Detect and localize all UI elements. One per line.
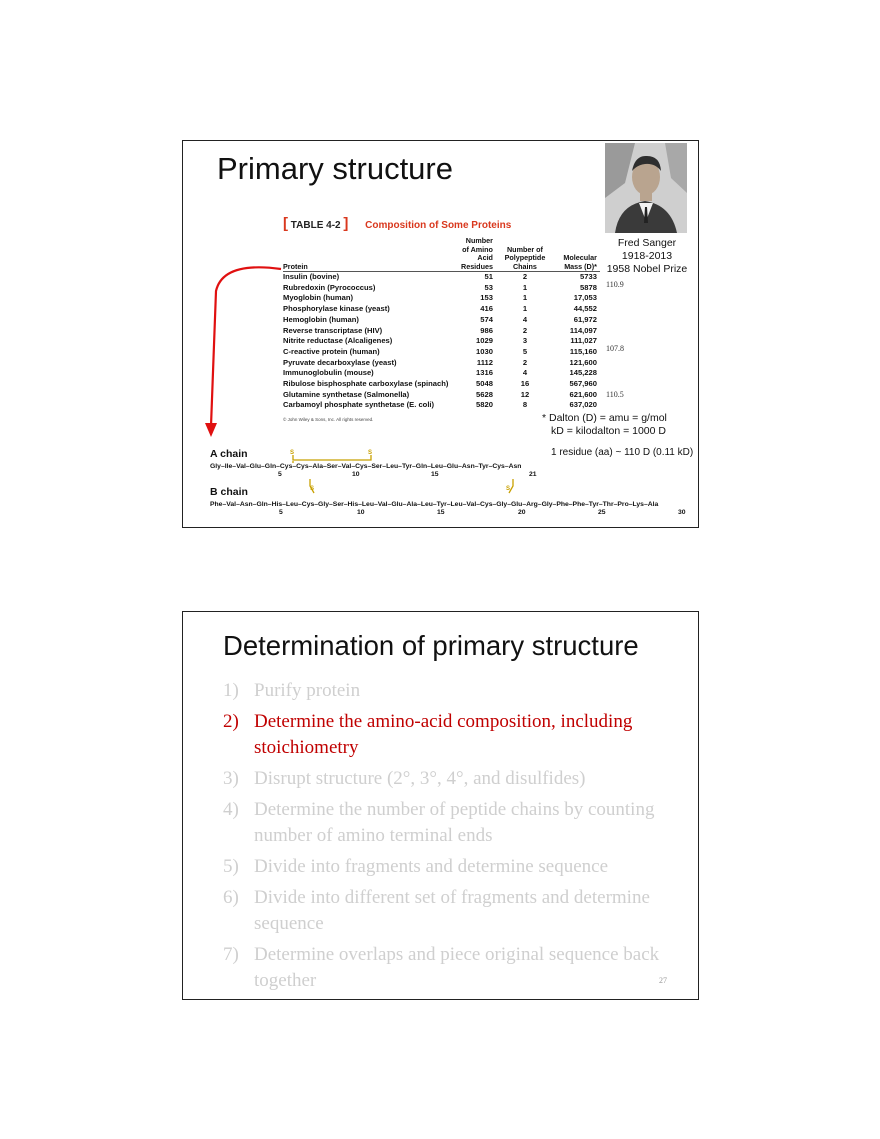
cell-chains: 1 bbox=[522, 304, 528, 314]
cell-residues: 153 bbox=[480, 293, 493, 303]
bracket-right: ] bbox=[343, 215, 349, 232]
list-item bbox=[223, 942, 683, 994]
cell-residues: 986 bbox=[480, 325, 493, 335]
a-chain-label: A chain bbox=[210, 448, 248, 460]
cell-protein: Reverse transcriptase (HIV) bbox=[283, 325, 383, 335]
arrow-head bbox=[205, 423, 217, 437]
step-text: Disrupt structure (2°, 3°, 4°, and disulfides) bbox=[254, 768, 586, 789]
header-chains: Number of Polypeptide Chains bbox=[496, 237, 554, 272]
a-chain-number: 21 bbox=[529, 471, 537, 478]
cell-chains: 2 bbox=[522, 357, 528, 367]
step-text: Determine the amino-acid composition, including stoichiometry bbox=[254, 711, 633, 758]
disulfide-intra-a bbox=[293, 455, 371, 460]
cell-residues: 574 bbox=[480, 314, 493, 324]
copyright-text: © John Wiley & Sons, Inc. All rights reserved. bbox=[283, 417, 374, 422]
header-residues: Number of Amino Acid Residues bbox=[458, 237, 496, 272]
list-item bbox=[223, 709, 683, 761]
list-item bbox=[223, 766, 683, 792]
disulfide-s: S bbox=[506, 486, 511, 492]
cell-protein: C-reactive protein (human) bbox=[283, 346, 380, 356]
dalton-line-2: kD = kilodalton = 1000 D bbox=[551, 425, 666, 437]
cell-chains: 1 bbox=[522, 282, 528, 292]
a-chain-sequence: Gly–Ile–Val–Glu–Gln–Cys–Cys–Ala–Ser–Val–Cys–Ser–Leu–Tyr–Gln–Leu–Glu–Asn–Tyr–Cys–Asn bbox=[210, 463, 522, 470]
b-chain-sequence: Phe–Val–Asn–Gln–His–Leu–Cys–Gly–Ser–His–Leu–Val–Glu–Ala–Leu–Tyr–Leu–Val–Cys–Gly–Glu–Arg–Gly–Phe–Phe–Tyr–Thr–Pro–Lys–Ala bbox=[210, 501, 659, 508]
dalton-line-1: * Dalton (D) = amu = g/mol bbox=[542, 412, 667, 424]
step-text: Determine overlaps and piece original sequence back together bbox=[254, 944, 660, 991]
slide-primary-structure bbox=[182, 140, 699, 528]
disulfide-s: S bbox=[310, 486, 315, 492]
disulfide-bonds bbox=[293, 455, 513, 493]
cell-mass: 17,053 bbox=[573, 293, 597, 303]
disulfide-s: S bbox=[368, 450, 373, 456]
cell-chains: 12 bbox=[520, 389, 530, 399]
cell-protein: Pyruvate decarboxylase (yeast) bbox=[283, 357, 397, 367]
list-item bbox=[223, 678, 683, 704]
sanger-years: 1918-2013 bbox=[621, 250, 673, 262]
cell-protein: Hemoglobin (human) bbox=[283, 314, 359, 324]
step-text: Determine the number of peptide chains by counting number of amino terminal ends bbox=[254, 799, 655, 846]
step-number: 2) bbox=[223, 711, 239, 732]
slide-title: Primary structure bbox=[217, 151, 453, 186]
cell-chains: 4 bbox=[522, 314, 528, 324]
sanger-name: Fred Sanger bbox=[617, 237, 677, 249]
cell-mass: 111,027 bbox=[570, 336, 597, 346]
b-chain-number: 15 bbox=[437, 509, 445, 516]
table-title: Composition of Some Proteins bbox=[365, 220, 512, 231]
b-chain-number: 5 bbox=[279, 509, 283, 516]
disulfide-s: S bbox=[290, 450, 295, 456]
cell-protein: Insulin (bovine) bbox=[283, 272, 340, 281]
cell-chains: 1 bbox=[522, 293, 528, 303]
cell-mass: 5878 bbox=[580, 282, 597, 292]
cell-protein: Glutamine synthetase (Salmonella) bbox=[283, 389, 410, 399]
cell-protein: Phosphorylase kinase (yeast) bbox=[283, 304, 390, 314]
slide-title: Determination of primary structure bbox=[223, 630, 639, 661]
cell-residues: 1030 bbox=[476, 346, 493, 356]
a-chain-number: 15 bbox=[431, 471, 439, 478]
steps-list bbox=[223, 678, 683, 999]
cell-mass: 145,228 bbox=[569, 368, 597, 378]
margin-note: 110.5 bbox=[606, 390, 624, 399]
cell-mass: 621,600 bbox=[569, 389, 597, 399]
a-chain-number: 10 bbox=[352, 471, 360, 478]
cell-residues: 51 bbox=[484, 272, 493, 281]
cell-chains: 5 bbox=[522, 346, 528, 356]
b-chain-number: 10 bbox=[357, 509, 365, 516]
step-number: 6) bbox=[223, 887, 239, 908]
step-number: 4) bbox=[223, 799, 239, 820]
cell-mass: 114,097 bbox=[569, 325, 597, 335]
bracket-left: [ bbox=[283, 215, 288, 232]
cell-protein: Nitrite reductase (Alcaligenes) bbox=[283, 336, 393, 346]
cell-residues: 1112 bbox=[476, 357, 493, 367]
page-number: 27 bbox=[659, 976, 667, 985]
b-chain-number: 20 bbox=[518, 509, 526, 516]
a-chain-number: 5 bbox=[278, 471, 282, 478]
table-prefix: TABLE bbox=[290, 220, 324, 231]
cell-residues: 5048 bbox=[476, 379, 493, 389]
cell-residues: 53 bbox=[484, 282, 493, 292]
list-item bbox=[223, 885, 683, 937]
header-protein: Protein bbox=[283, 237, 458, 272]
b-chain-number: 25 bbox=[598, 509, 606, 516]
cell-residues: 5628 bbox=[476, 389, 493, 399]
cell-protein: Rubredoxin (Pyrococcus) bbox=[283, 282, 376, 292]
list-item bbox=[223, 854, 683, 880]
cell-protein: Ribulose bisphosphate carboxylase (spinach) bbox=[283, 379, 449, 389]
cell-residues: 1316 bbox=[476, 368, 493, 378]
step-number: 7) bbox=[223, 944, 239, 965]
cell-chains: 3 bbox=[522, 336, 528, 346]
cell-chains: 16 bbox=[520, 379, 530, 389]
header-mass: Molecular Mass (D)* bbox=[554, 237, 600, 272]
residue-note: 1 residue (aa) ~ 110 D (0.11 kD) bbox=[551, 447, 694, 458]
arrow-line bbox=[211, 267, 281, 426]
cell-mass: 44,552 bbox=[573, 304, 597, 314]
slide-determination bbox=[182, 611, 699, 1000]
b-chain-number: 30 bbox=[678, 509, 686, 516]
cell-protein: Carbamoyl phosphate synthetase (E. coli) bbox=[283, 400, 435, 410]
cell-residues: 416 bbox=[480, 304, 493, 314]
cell-residues: 1029 bbox=[476, 336, 493, 346]
cell-mass: 115,160 bbox=[569, 346, 597, 356]
step-text: Divide into different set of fragments and determine sequence bbox=[254, 887, 650, 934]
list-item bbox=[223, 797, 683, 849]
cell-mass: 567,960 bbox=[569, 379, 597, 389]
table-number: 4-2 bbox=[326, 220, 341, 231]
step-number: 5) bbox=[223, 856, 239, 877]
cell-mass: 637,020 bbox=[569, 400, 597, 410]
cell-protein: Myoglobin (human) bbox=[283, 293, 354, 303]
cell-mass: 61,972 bbox=[573, 314, 597, 324]
cell-chains: 2 bbox=[522, 325, 528, 335]
cell-mass: 5733 bbox=[580, 272, 597, 281]
b-chain-label: B chain bbox=[210, 486, 248, 498]
step-text: Purify protein bbox=[254, 680, 361, 701]
step-number: 1) bbox=[223, 680, 239, 701]
step-number: 3) bbox=[223, 768, 239, 789]
margin-note: 110.9 bbox=[606, 280, 624, 289]
cell-chains: 2 bbox=[522, 272, 528, 281]
cell-chains: 8 bbox=[522, 400, 528, 410]
step-text: Divide into fragments and determine sequence bbox=[254, 856, 609, 877]
margin-note: 107.8 bbox=[606, 344, 624, 353]
sanger-prize: 1958 Nobel Prize bbox=[606, 263, 688, 275]
cell-mass: 121,600 bbox=[569, 357, 597, 367]
cell-chains: 4 bbox=[522, 368, 528, 378]
cell-protein: Immunoglobulin (mouse) bbox=[283, 368, 374, 378]
cell-residues: 5820 bbox=[476, 400, 493, 410]
